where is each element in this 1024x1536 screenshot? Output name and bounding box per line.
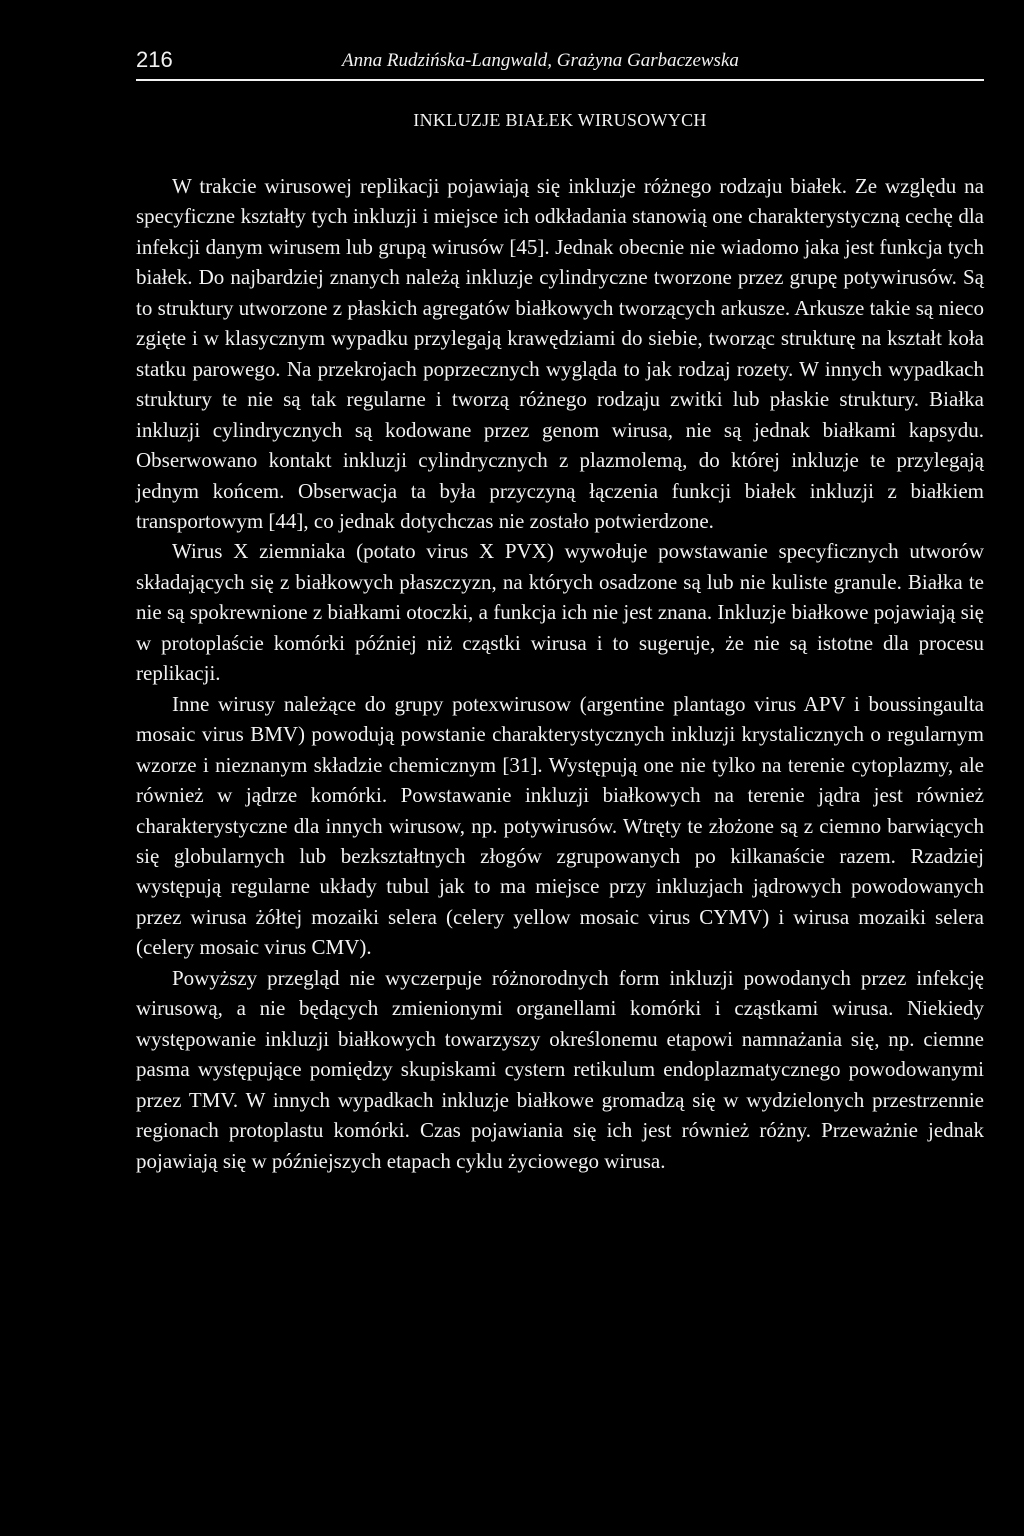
header-rule [136, 79, 984, 81]
page-number: 216 [136, 47, 173, 72]
paragraph-2: Wirus X ziemniaka (potato virus X PVX) wywołuje powstawanie specyficznych utworów składających się z białkowych płaszczyzn, na których osadzone są lub nie kuliste granule. Białka te nie są spokrewnione z białkami otoczki, a funkcja ich nie jest znana. Inkluzje białkowe pojawiają się w protoplaście komórki później niż cząstki wirusa i to sugeruje, że nie są istotne dla procesu replikacji. [136, 539, 984, 686]
paragraph-4: Powyższy przegląd nie wyczerpuje różnorodnych form inkluzji powodanych przez infekcję wirusową, a nie będących zmienionymi organellami komórki i cząstkami wirusa. Niekiedy występowanie inkluzji białkowych towarzyszy określonemu etapowi namnażania się, np. ciemne pasma występujące pomiędzy skupiskami cystern retikulum endoplazmatycznego powodowanymi przez TMV. W innych wypadkach inkluzje białkowe gromadzą się w wydzielonych przestrzennie regionach protoplastu komórki. Czas pojawiania się ich jest również różny. Przeważnie jednak pojawiają się w późniejszych etapach cyklu życiowego wirusa. [136, 965, 984, 1173]
running-head-authors: Anna Rudzińska-Langwald, Grażyna Garbaczewska [342, 50, 739, 71]
section-title: INKLUZJE BIAŁEK WIRUSOWYCH [413, 110, 707, 130]
page-header [136, 46, 984, 78]
body-text [136, 171, 984, 1176]
paragraph-1: W trakcie wirusowej replikacji pojawiają się inkluzje różnego rodzaju białek. Ze względu na specyficzne kształty tych inkluzji i miejsce ich odkładania stanowią one charakterystyczną cechę dla infekcji danym wirusem lub grupą wirusów [45]. Jednak obecnie nie wiadomo jaka jest funkcja tych białek. Do najbardziej znanych należą inkluzje cylindryczne tworzone przez grupę potywirusów. Są to struktury utworzone z płaskich agregatów białkowych tworzących arkusze. Arkusze takie są nieco zgięte i w klasycznym wypadku przylegają krawędziami do siebie, tworząc strukturę na kształt koła statku parowego. Na przekrojach poprzecznych wygląda to jak rodzaj rozety. W innych wypadkach struktury te nie są tak regularne i tworzą różnego rodzaju zwitki lub płaskie struktury. Białka inkluzji cylindrycznych są kodowane przez genom wirusa, nie są jednak białkami kapsydu. Obserwowano kontakt inkluzji cylindrycznych z plazmolemą, do której inkluzje te przylegają jednym końcem. Obserwacja ta była przyczyną łączenia funkcji białek inkluzji z białkiem transportowym [44], co jednak dotychczas nie zostało potwierdzone. [136, 174, 984, 533]
paragraph-3: Inne wirusy należące do grupy potexwirusow (argentine plantago virus APV i boussingaulta mosaic virus BMV) powodują powstanie charakterystycznych inkluzji krystalicznych o regularnym wzorze i nieznanym składzie chemicznym [31]. Występują one nie tylko na terenie cytoplazmy, ale również w jądrze komórki. Powstawanie inkluzji białkowych na terenie jądra jest również charakterystyczne dla innych wirusow, np. potywirusów. Wtręty te złożone są z ciemno barwiących się globularnych lub bezkształtnych złogów zgrupowanych po kilkanaście razem. Rzadziej występują regularne układy tubul jak to ma miejsce przy inkluzjach jądrowych powodowanych przez wirusa żółtej mozaiki selera (celery yellow mosaic virus CYMV) i wirusa mozaiki selera (celery mosaic virus CMV). [136, 691, 984, 960]
